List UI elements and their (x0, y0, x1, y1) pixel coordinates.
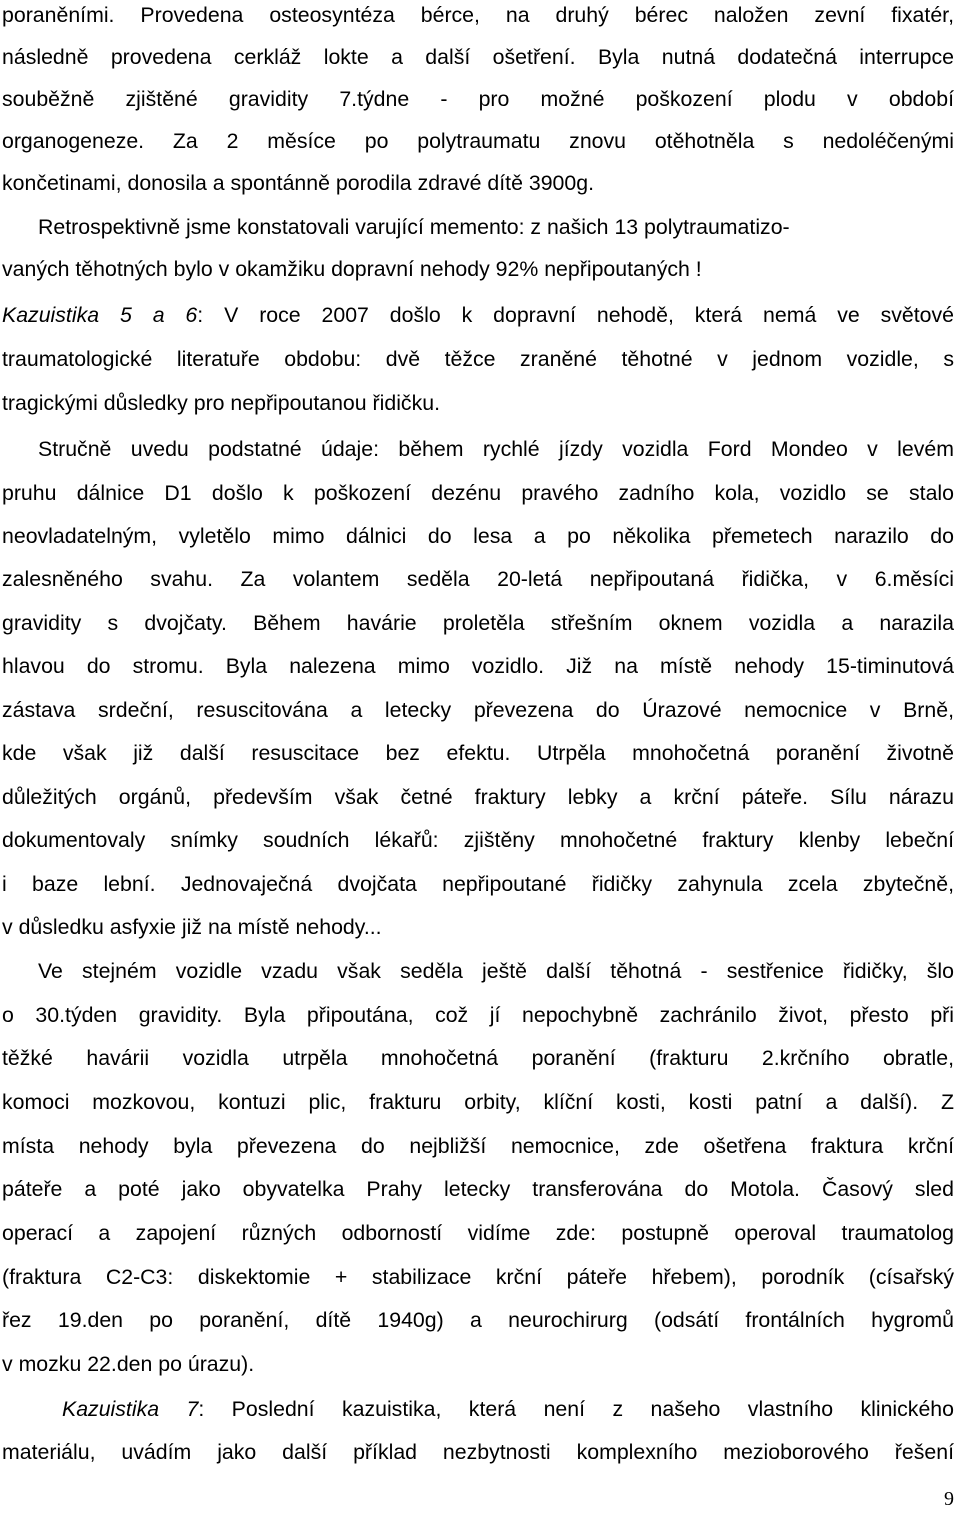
text-line: končetinami, donosila a spontánně porodila zdravé dítě 3900g. (2, 171, 594, 195)
text-line: řez 19.den po poranění, dítě 1940g) a neurochirurg (odsátí frontálních hygromů (2, 1308, 954, 1332)
case-intro-text: : Poslední kazuistika, která není z našeho vlastního klinického (198, 1397, 954, 1421)
text-line: tragickými důsledky pro nepřipoutanou řidičku. (2, 391, 440, 415)
case-intro-text: : V roce 2007 došlo k dopravní nehodě, která nemá ve světové (197, 303, 954, 327)
text-line: souběžně zjištěné gravidity 7.týdne - pro možné poškození plodu v období (2, 87, 954, 111)
text-line: pruhu dálnice D1 došlo k poškození dezénu pravého zadního kola, vozidlo se stalo (2, 481, 954, 505)
text-line: zalesněného svahu. Za volantem seděla 20-letá nepřipoutaná řidička, v 6.měsíci (2, 567, 954, 591)
text-line: těžké havárii vozidla utrpěla mnohočetná poranění (frakturu 2.krčního obratle, (2, 1046, 954, 1070)
case-heading-line (62, 1394, 954, 1424)
text-line: gravidity s dvojčaty. Během havárie proletěla střešním oknem vozidla a narazila (2, 611, 954, 635)
text-line: neovladatelným, vyletělo mimo dálnici do lesa a po několika přemetech narazilo do (2, 524, 954, 548)
paragraph-first-line: Retrospektivně jsme konstatovali varující memento: z našich 13 polytraumatizo- (38, 215, 790, 239)
text-line: zástava srdeční, resuscitována a letecky převezena do Úrazové nemocnice v Brně, (2, 698, 954, 722)
text-line: traumatologické literatuře obdobu: dvě těžce zraněné těhotné v jednom vozidle, s (2, 347, 954, 371)
text-line: organogeneze. Za 2 měsíce po polytraumatu znovu otěhotněla s nedoléčenými (2, 129, 954, 153)
text-line: kde však již další resuscitace bez efektu. Utrpěla mnohočetná poranění životně (2, 741, 954, 765)
text-line: hlavou do stromu. Byla nalezena mimo vozidlo. Již na místě nehody 15-timinutová (2, 654, 954, 678)
paragraph-first-line: Ve stejném vozidle vzadu však seděla ještě další těhotná - sestřenice řidičky, šlo (38, 959, 954, 983)
text-line: následně provedena cerkláž lokte a další ošetření. Byla nutná dodatečná interrupce (2, 45, 954, 69)
text-line: i baze lební. Jednovaječná dvojčata nepřipoutané řidičky zahynula zcela zbytečně, (2, 872, 954, 896)
case-title: Kazuistika 7 (62, 1397, 199, 1421)
text-line: poraněními. Provedena osteosyntéza bérce, na druhý bérec naložen zevní fixatér, (2, 3, 954, 27)
text-line: (fraktura C2-C3: diskektomie + stabilizace krční páteře hřebem), porodník (císařský (2, 1265, 954, 1289)
case-title: Kazuistika 5 a 6 (2, 303, 198, 327)
text-line: dokumentovaly snímky soudních lékařů: zjištěny mnohočetné fraktury klenby lebeční (2, 828, 954, 852)
case-heading-line (2, 300, 954, 330)
page-number: 9 (944, 1488, 954, 1510)
text-line: o 30.týden gravidity. Byla připoutána, což jí nepochybně zachránilo život, přesto při (2, 1003, 954, 1027)
text-line: komoci mozkovou, kontuzi plic, frakturu orbity, klíční kosti, kosti patní a další). Z (2, 1090, 954, 1114)
text-line: vaných těhotných bylo v okamžiku dopravní nehody 92% nepřipoutaných ! (2, 257, 702, 281)
text-line: páteře a poté jako obyvatelka Prahy letecky transferována do Motola. Časový sled (2, 1177, 954, 1201)
text-line: v mozku 22.den po úrazu). (2, 1352, 255, 1376)
text-line: operací a zapojení různých odborností vidíme zde: postupně operoval traumatolog (2, 1221, 954, 1245)
text-line: v důsledku asfyxie již na místě nehody... (2, 915, 382, 939)
paragraph-first-line: Stručně uvedu podstatné údaje: během rychlé jízdy vozidla Ford Mondeo v levém (38, 437, 954, 461)
text-line: materiálu, uvádím jako další příklad nezbytnosti komplexního mezioborového řešení (2, 1440, 954, 1464)
text-line: místa nehody byla převezena do nejbližší nemocnice, zde ošetřena fraktura krční (2, 1134, 954, 1158)
text-line: důležitých orgánů, především však četné fraktury lebky a krční páteře. Sílu nárazu (2, 785, 954, 809)
